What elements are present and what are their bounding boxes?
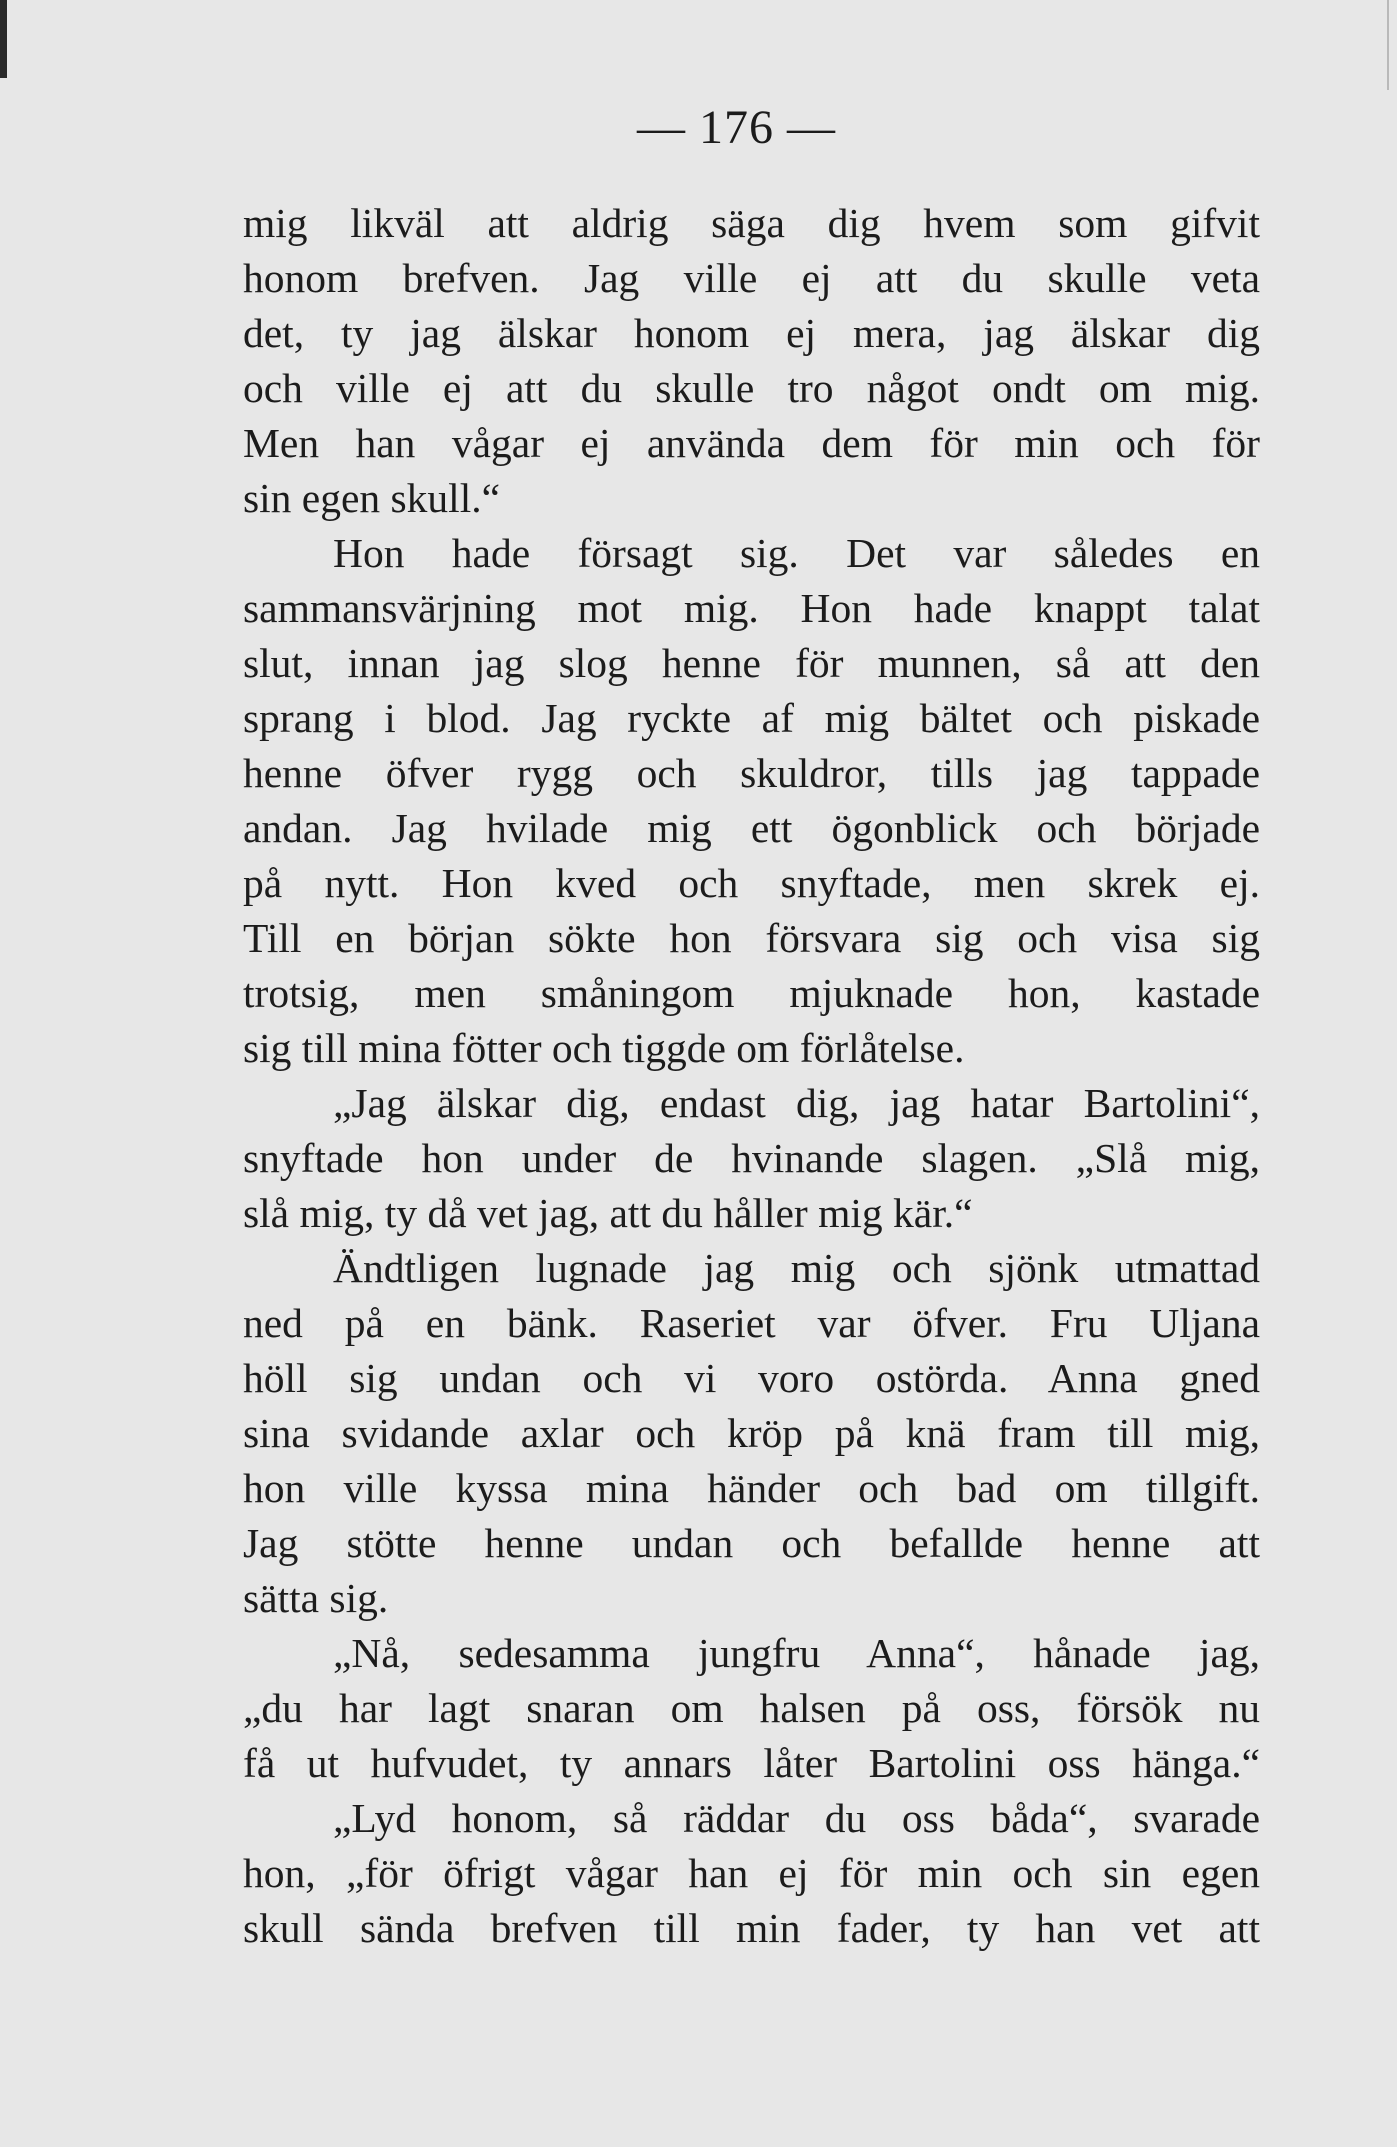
text-line: henne öfver rygg och skuldror, tills jag tappade bbox=[243, 750, 1260, 796]
text-line: sätta sig. bbox=[243, 1575, 389, 1621]
text-line: det, ty jag älskar honom ej mera, jag älskar dig bbox=[243, 310, 1260, 356]
text-line: sammansvärjning mot mig. Hon hade knappt talat bbox=[243, 585, 1260, 631]
text-line: skull sända brefven till min fader, ty han vet att bbox=[243, 1905, 1260, 1951]
text-line: snyftade hon under de hvinande slagen. „Slå mig, bbox=[243, 1135, 1260, 1181]
text-line: Hon hade försagt sig. Det var således en bbox=[333, 530, 1260, 576]
scan-edge-mark bbox=[0, 0, 7, 78]
text-line: ned på en bänk. Raseriet var öfver. Fru Uljana bbox=[243, 1300, 1260, 1346]
scan-edge-line bbox=[1387, 0, 1389, 90]
page-number: — 176 — bbox=[637, 101, 836, 154]
text-line: Jag stötte henne undan och befallde henne att bbox=[243, 1520, 1260, 1566]
text-line: „Nå, sedesamma jungfru Anna“, hånade jag, bbox=[333, 1630, 1260, 1676]
text-line: sprang i blod. Jag ryckte af mig bältet och piskade bbox=[243, 695, 1260, 741]
text-line: få ut hufvudet, ty annars låter Bartolini oss hänga.“ bbox=[243, 1740, 1260, 1786]
text-line: Till en början sökte hon försvara sig och visa sig bbox=[243, 915, 1260, 961]
text-line: Men han vågar ej använda dem för min och för bbox=[243, 420, 1260, 466]
body-text bbox=[243, 196, 1260, 1956]
text-line: och ville ej att du skulle tro något ondt om mig. bbox=[243, 365, 1260, 411]
text-line: sig till mina fötter och tiggde om förlåtelse. bbox=[243, 1025, 965, 1071]
text-line: hon ville kyssa mina händer och bad om tillgift. bbox=[243, 1465, 1260, 1511]
text-line: „Lyd honom, så räddar du oss båda“, svarade bbox=[333, 1795, 1260, 1841]
text-line: trotsig, men småningom mjuknade hon, kastade bbox=[243, 970, 1260, 1016]
text-line: „Jag älskar dig, endast dig, jag hatar Bartolini“, bbox=[333, 1080, 1260, 1126]
text-line: Ändtligen lugnade jag mig och sjönk utmattad bbox=[333, 1245, 1260, 1291]
text-line: slå mig, ty då vet jag, att du håller mig kär.“ bbox=[243, 1190, 973, 1236]
text-line: hon, „för öfrigt vågar han ej för min och sin egen bbox=[243, 1850, 1260, 1896]
text-line: andan. Jag hvilade mig ett ögonblick och började bbox=[243, 805, 1260, 851]
text-line: mig likväl att aldrig säga dig hvem som gifvit bbox=[243, 200, 1260, 246]
text-line: sin egen skull.“ bbox=[243, 475, 501, 521]
text-line: honom brefven. Jag ville ej att du skulle veta bbox=[243, 255, 1260, 301]
text-line: på nytt. Hon kved och snyftade, men skrek ej. bbox=[243, 860, 1260, 906]
text-line: slut, innan jag slog henne för munnen, så att den bbox=[243, 640, 1260, 686]
text-line: sina svidande axlar och kröp på knä fram till mig, bbox=[243, 1410, 1260, 1456]
text-line: höll sig undan och vi voro ostörda. Anna gned bbox=[243, 1355, 1260, 1401]
text-line: „du har lagt snaran om halsen på oss, försök nu bbox=[243, 1685, 1260, 1731]
